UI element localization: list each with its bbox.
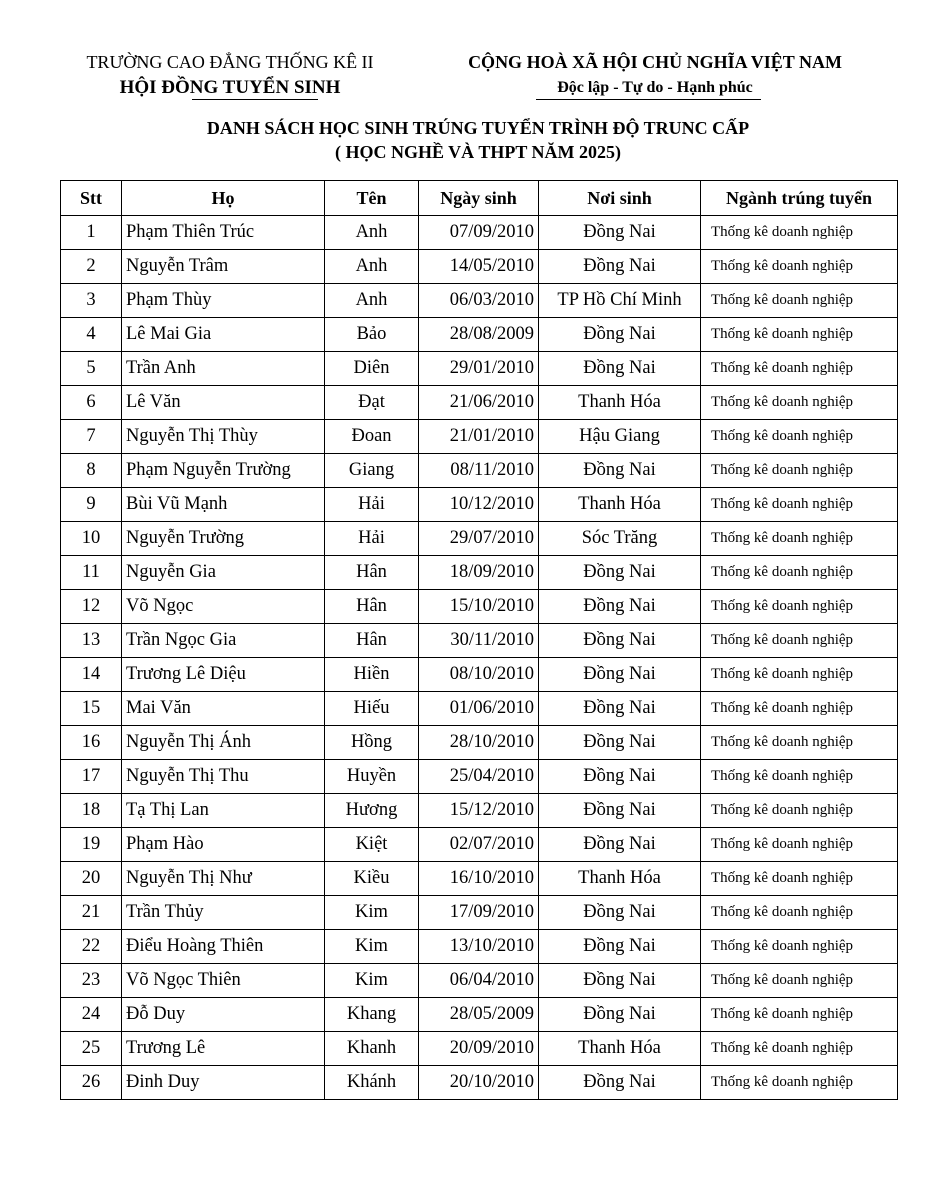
ngay-sinh-cell: 30/11/2010 bbox=[419, 624, 539, 658]
table-row bbox=[61, 692, 898, 726]
header-col-ngay-sinh: Ngày sinh bbox=[419, 181, 539, 216]
ngay-sinh-cell: 17/09/2010 bbox=[419, 896, 539, 930]
stt-cell: 24 bbox=[61, 998, 122, 1032]
stt-cell: 13 bbox=[61, 624, 122, 658]
ho-cell: Nguyễn Gia bbox=[122, 556, 325, 590]
stt-cell: 17 bbox=[61, 760, 122, 794]
nganh-cell: Thống kê doanh nghiệp bbox=[701, 998, 898, 1032]
nganh-cell: Thống kê doanh nghiệp bbox=[701, 250, 898, 284]
stt-cell: 15 bbox=[61, 692, 122, 726]
ten-cell: Hồng bbox=[325, 726, 419, 760]
stt-cell: 12 bbox=[61, 590, 122, 624]
noi-sinh-cell: Đồng Nai bbox=[539, 352, 701, 386]
ten-cell: Đạt bbox=[325, 386, 419, 420]
ngay-sinh-cell: 10/12/2010 bbox=[419, 488, 539, 522]
ten-cell: Bảo bbox=[325, 318, 419, 352]
nganh-cell: Thống kê doanh nghiệp bbox=[701, 352, 898, 386]
ho-cell: Nguyễn Trường bbox=[122, 522, 325, 556]
stt-cell: 6 bbox=[61, 386, 122, 420]
ngay-sinh-cell: 06/04/2010 bbox=[419, 964, 539, 998]
title-line-1: DANH SÁCH HỌC SINH TRÚNG TUYỂN TRÌNH ĐỘ TRUNC CẤP bbox=[206, 118, 750, 138]
stt-cell: 22 bbox=[61, 930, 122, 964]
stt-cell: 1 bbox=[61, 216, 122, 250]
nganh-cell: Thống kê doanh nghiệp bbox=[701, 556, 898, 590]
header-col-nganh: Ngành trúng tuyển bbox=[701, 181, 898, 216]
table-row bbox=[61, 658, 898, 692]
stt-cell: 21 bbox=[61, 896, 122, 930]
ho-cell: Trần Anh bbox=[122, 352, 325, 386]
stt-cell: 10 bbox=[61, 522, 122, 556]
header-col-ho: Họ bbox=[122, 181, 325, 216]
table-row bbox=[61, 284, 898, 318]
nganh-cell: Thống kê doanh nghiệp bbox=[701, 964, 898, 998]
noi-sinh-cell: Đồng Nai bbox=[539, 760, 701, 794]
nganh-cell: Thống kê doanh nghiệp bbox=[701, 862, 898, 896]
ho-cell: Nguyễn Thị Thu bbox=[122, 760, 325, 794]
ho-cell: Đỗ Duy bbox=[122, 998, 325, 1032]
ho-cell: Nguyễn Thị Ánh bbox=[122, 726, 325, 760]
table-row bbox=[61, 386, 898, 420]
ho-cell: Phạm Hào bbox=[122, 828, 325, 862]
noi-sinh-cell: Đồng Nai bbox=[539, 794, 701, 828]
stt-cell: 3 bbox=[61, 284, 122, 318]
stt-cell: 11 bbox=[61, 556, 122, 590]
nganh-cell: Thống kê doanh nghiệp bbox=[701, 896, 898, 930]
ho-cell: Đinh Duy bbox=[122, 1066, 325, 1100]
ho-cell: Phạm Thiên Trúc bbox=[122, 216, 325, 250]
noi-sinh-cell: Sóc Trăng bbox=[539, 522, 701, 556]
ho-cell: Mai Văn bbox=[122, 692, 325, 726]
ho-cell: Trương Lê Diệu bbox=[122, 658, 325, 692]
ho-cell: Trương Lê bbox=[122, 1032, 325, 1066]
admission-table bbox=[60, 180, 898, 1100]
noi-sinh-cell: Đồng Nai bbox=[539, 964, 701, 998]
noi-sinh-cell: Thanh Hóa bbox=[539, 1032, 701, 1066]
school-name: TRƯỜNG CAO ĐẲNG THỐNG KÊ II bbox=[86, 52, 374, 72]
ho-cell: Tạ Thị Lan bbox=[122, 794, 325, 828]
noi-sinh-cell: Đồng Nai bbox=[539, 216, 701, 250]
ngay-sinh-cell: 28/08/2009 bbox=[419, 318, 539, 352]
table-row bbox=[61, 1066, 898, 1100]
table-row bbox=[61, 726, 898, 760]
nganh-cell: Thống kê doanh nghiệp bbox=[701, 930, 898, 964]
ho-cell: Trần Thủy bbox=[122, 896, 325, 930]
ngay-sinh-cell: 20/10/2010 bbox=[419, 1066, 539, 1100]
ten-cell: Hân bbox=[325, 590, 419, 624]
noi-sinh-cell: Đồng Nai bbox=[539, 590, 701, 624]
nganh-cell: Thống kê doanh nghiệp bbox=[701, 658, 898, 692]
ngay-sinh-cell: 21/01/2010 bbox=[419, 420, 539, 454]
noi-sinh-cell: Đồng Nai bbox=[539, 998, 701, 1032]
ngay-sinh-cell: 02/07/2010 bbox=[419, 828, 539, 862]
nganh-cell: Thống kê doanh nghiệp bbox=[701, 488, 898, 522]
table-row bbox=[61, 352, 898, 386]
ngay-sinh-cell: 14/05/2010 bbox=[419, 250, 539, 284]
table-row bbox=[61, 454, 898, 488]
noi-sinh-cell: Thanh Hóa bbox=[539, 386, 701, 420]
ho-cell: Lê Mai Gia bbox=[122, 318, 325, 352]
nganh-cell: Thống kê doanh nghiệp bbox=[701, 318, 898, 352]
noi-sinh-cell: Đồng Nai bbox=[539, 896, 701, 930]
noi-sinh-cell: Đồng Nai bbox=[539, 1066, 701, 1100]
ho-cell: Bùi Vũ Mạnh bbox=[122, 488, 325, 522]
council-underline bbox=[192, 99, 318, 100]
title-line-2: ( HỌC NGHỀ VÀ THPT NĂM 2025) bbox=[334, 142, 621, 162]
noi-sinh-cell: Đồng Nai bbox=[539, 624, 701, 658]
stt-cell: 19 bbox=[61, 828, 122, 862]
ho-cell: Nguyễn Thị Thùy bbox=[122, 420, 325, 454]
ten-cell: Khánh bbox=[325, 1066, 419, 1100]
ho-cell: Võ Ngọc Thiên bbox=[122, 964, 325, 998]
ten-cell: Huyền bbox=[325, 760, 419, 794]
ten-cell: Diên bbox=[325, 352, 419, 386]
document-title bbox=[60, 116, 896, 164]
ngay-sinh-cell: 06/03/2010 bbox=[419, 284, 539, 318]
nganh-cell: Thống kê doanh nghiệp bbox=[701, 794, 898, 828]
noi-sinh-cell: Đồng Nai bbox=[539, 250, 701, 284]
nganh-cell: Thống kê doanh nghiệp bbox=[701, 828, 898, 862]
ten-cell: Anh bbox=[325, 216, 419, 250]
stt-cell: 8 bbox=[61, 454, 122, 488]
ten-cell: Hân bbox=[325, 556, 419, 590]
noi-sinh-cell: Đồng Nai bbox=[539, 726, 701, 760]
table-row bbox=[61, 862, 898, 896]
ngay-sinh-cell: 15/12/2010 bbox=[419, 794, 539, 828]
stt-cell: 20 bbox=[61, 862, 122, 896]
ngay-sinh-cell: 21/06/2010 bbox=[419, 386, 539, 420]
nganh-cell: Thống kê doanh nghiệp bbox=[701, 284, 898, 318]
stt-cell: 7 bbox=[61, 420, 122, 454]
ten-cell: Hiền bbox=[325, 658, 419, 692]
ho-cell: Võ Ngọc bbox=[122, 590, 325, 624]
table-row bbox=[61, 488, 898, 522]
table-row bbox=[61, 964, 898, 998]
nganh-cell: Thống kê doanh nghiệp bbox=[701, 216, 898, 250]
ten-cell: Hương bbox=[325, 794, 419, 828]
ngay-sinh-cell: 29/01/2010 bbox=[419, 352, 539, 386]
noi-sinh-cell: Thanh Hóa bbox=[539, 862, 701, 896]
nganh-cell: Thống kê doanh nghiệp bbox=[701, 692, 898, 726]
noi-sinh-cell: Đồng Nai bbox=[539, 454, 701, 488]
ngay-sinh-cell: 13/10/2010 bbox=[419, 930, 539, 964]
ho-cell: Phạm Nguyễn Trường bbox=[122, 454, 325, 488]
ho-cell: Điểu Hoàng Thiên bbox=[122, 930, 325, 964]
ngay-sinh-cell: 08/11/2010 bbox=[419, 454, 539, 488]
nganh-cell: Thống kê doanh nghiệp bbox=[701, 726, 898, 760]
ho-cell: Nguyễn Thị Như bbox=[122, 862, 325, 896]
ten-cell: Kiều bbox=[325, 862, 419, 896]
table-row bbox=[61, 556, 898, 590]
table-row bbox=[61, 828, 898, 862]
nganh-cell: Thống kê doanh nghiệp bbox=[701, 420, 898, 454]
stt-cell: 18 bbox=[61, 794, 122, 828]
stt-cell: 16 bbox=[61, 726, 122, 760]
noi-sinh-cell: Đồng Nai bbox=[539, 556, 701, 590]
ngay-sinh-cell: 08/10/2010 bbox=[419, 658, 539, 692]
noi-sinh-cell: Đồng Nai bbox=[539, 828, 701, 862]
ten-cell: Kiệt bbox=[325, 828, 419, 862]
ho-cell: Phạm Thùy bbox=[122, 284, 325, 318]
table-row bbox=[61, 794, 898, 828]
ngay-sinh-cell: 15/10/2010 bbox=[419, 590, 539, 624]
ten-cell: Giang bbox=[325, 454, 419, 488]
table-row bbox=[61, 930, 898, 964]
nganh-cell: Thống kê doanh nghiệp bbox=[701, 522, 898, 556]
ngay-sinh-cell: 20/09/2010 bbox=[419, 1032, 539, 1066]
stt-cell: 5 bbox=[61, 352, 122, 386]
table-row bbox=[61, 318, 898, 352]
table-row bbox=[61, 522, 898, 556]
table-header-row bbox=[61, 181, 898, 216]
noi-sinh-cell: Đồng Nai bbox=[539, 318, 701, 352]
nganh-cell: Thống kê doanh nghiệp bbox=[701, 590, 898, 624]
ten-cell: Khanh bbox=[325, 1032, 419, 1066]
ngay-sinh-cell: 18/09/2010 bbox=[419, 556, 539, 590]
nganh-cell: Thống kê doanh nghiệp bbox=[701, 386, 898, 420]
noi-sinh-cell: Thanh Hóa bbox=[539, 488, 701, 522]
nganh-cell: Thống kê doanh nghiệp bbox=[701, 454, 898, 488]
header-col-stt: Stt bbox=[61, 181, 122, 216]
stt-cell: 9 bbox=[61, 488, 122, 522]
ho-cell: Lê Văn bbox=[122, 386, 325, 420]
noi-sinh-cell: Đồng Nai bbox=[539, 692, 701, 726]
ten-cell: Anh bbox=[325, 250, 419, 284]
ngay-sinh-cell: 28/05/2009 bbox=[419, 998, 539, 1032]
stt-cell: 23 bbox=[61, 964, 122, 998]
ten-cell: Kim bbox=[325, 896, 419, 930]
ten-cell: Hân bbox=[325, 624, 419, 658]
table-row bbox=[61, 590, 898, 624]
ten-cell: Hiếu bbox=[325, 692, 419, 726]
table-row bbox=[61, 1032, 898, 1066]
ngay-sinh-cell: 01/06/2010 bbox=[419, 692, 539, 726]
ten-cell: Đoan bbox=[325, 420, 419, 454]
ten-cell: Hải bbox=[325, 522, 419, 556]
ngay-sinh-cell: 07/09/2010 bbox=[419, 216, 539, 250]
stt-cell: 4 bbox=[61, 318, 122, 352]
nganh-cell: Thống kê doanh nghiệp bbox=[701, 1066, 898, 1100]
noi-sinh-cell: Đồng Nai bbox=[539, 930, 701, 964]
table-row bbox=[61, 896, 898, 930]
table-row bbox=[61, 998, 898, 1032]
ten-cell: Hải bbox=[325, 488, 419, 522]
header-right bbox=[430, 49, 880, 101]
council-name: HỘI ĐỒNG TUYỂN SINH bbox=[119, 77, 341, 98]
ngay-sinh-cell: 29/07/2010 bbox=[419, 522, 539, 556]
noi-sinh-cell: Đồng Nai bbox=[539, 658, 701, 692]
header-left bbox=[60, 49, 400, 101]
motto: Độc lập - Tự do - Hạnh phúc bbox=[557, 79, 753, 96]
ten-cell: Kim bbox=[325, 964, 419, 998]
stt-cell: 26 bbox=[61, 1066, 122, 1100]
table-body bbox=[61, 216, 898, 1100]
header-col-ten: Tên bbox=[325, 181, 419, 216]
stt-cell: 25 bbox=[61, 1032, 122, 1066]
motto-underline bbox=[536, 99, 761, 100]
nganh-cell: Thống kê doanh nghiệp bbox=[701, 760, 898, 794]
table-row bbox=[61, 760, 898, 794]
ten-cell: Kim bbox=[325, 930, 419, 964]
ten-cell: Anh bbox=[325, 284, 419, 318]
table-row bbox=[61, 216, 898, 250]
header-col-noi-sinh: Nơi sinh bbox=[539, 181, 701, 216]
ten-cell: Khang bbox=[325, 998, 419, 1032]
stt-cell: 2 bbox=[61, 250, 122, 284]
ngay-sinh-cell: 28/10/2010 bbox=[419, 726, 539, 760]
nganh-cell: Thống kê doanh nghiệp bbox=[701, 624, 898, 658]
table-row bbox=[61, 420, 898, 454]
ngay-sinh-cell: 16/10/2010 bbox=[419, 862, 539, 896]
stt-cell: 14 bbox=[61, 658, 122, 692]
table-row bbox=[61, 250, 898, 284]
table-row bbox=[61, 624, 898, 658]
nganh-cell: Thống kê doanh nghiệp bbox=[701, 1032, 898, 1066]
ngay-sinh-cell: 25/04/2010 bbox=[419, 760, 539, 794]
country-name: CỘNG HOÀ XÃ HỘI CHỦ NGHĨA VIỆT NAM bbox=[468, 52, 842, 72]
ho-cell: Trần Ngọc Gia bbox=[122, 624, 325, 658]
noi-sinh-cell: TP Hồ Chí Minh bbox=[539, 284, 701, 318]
noi-sinh-cell: Hậu Giang bbox=[539, 420, 701, 454]
ho-cell: Nguyễn Trâm bbox=[122, 250, 325, 284]
